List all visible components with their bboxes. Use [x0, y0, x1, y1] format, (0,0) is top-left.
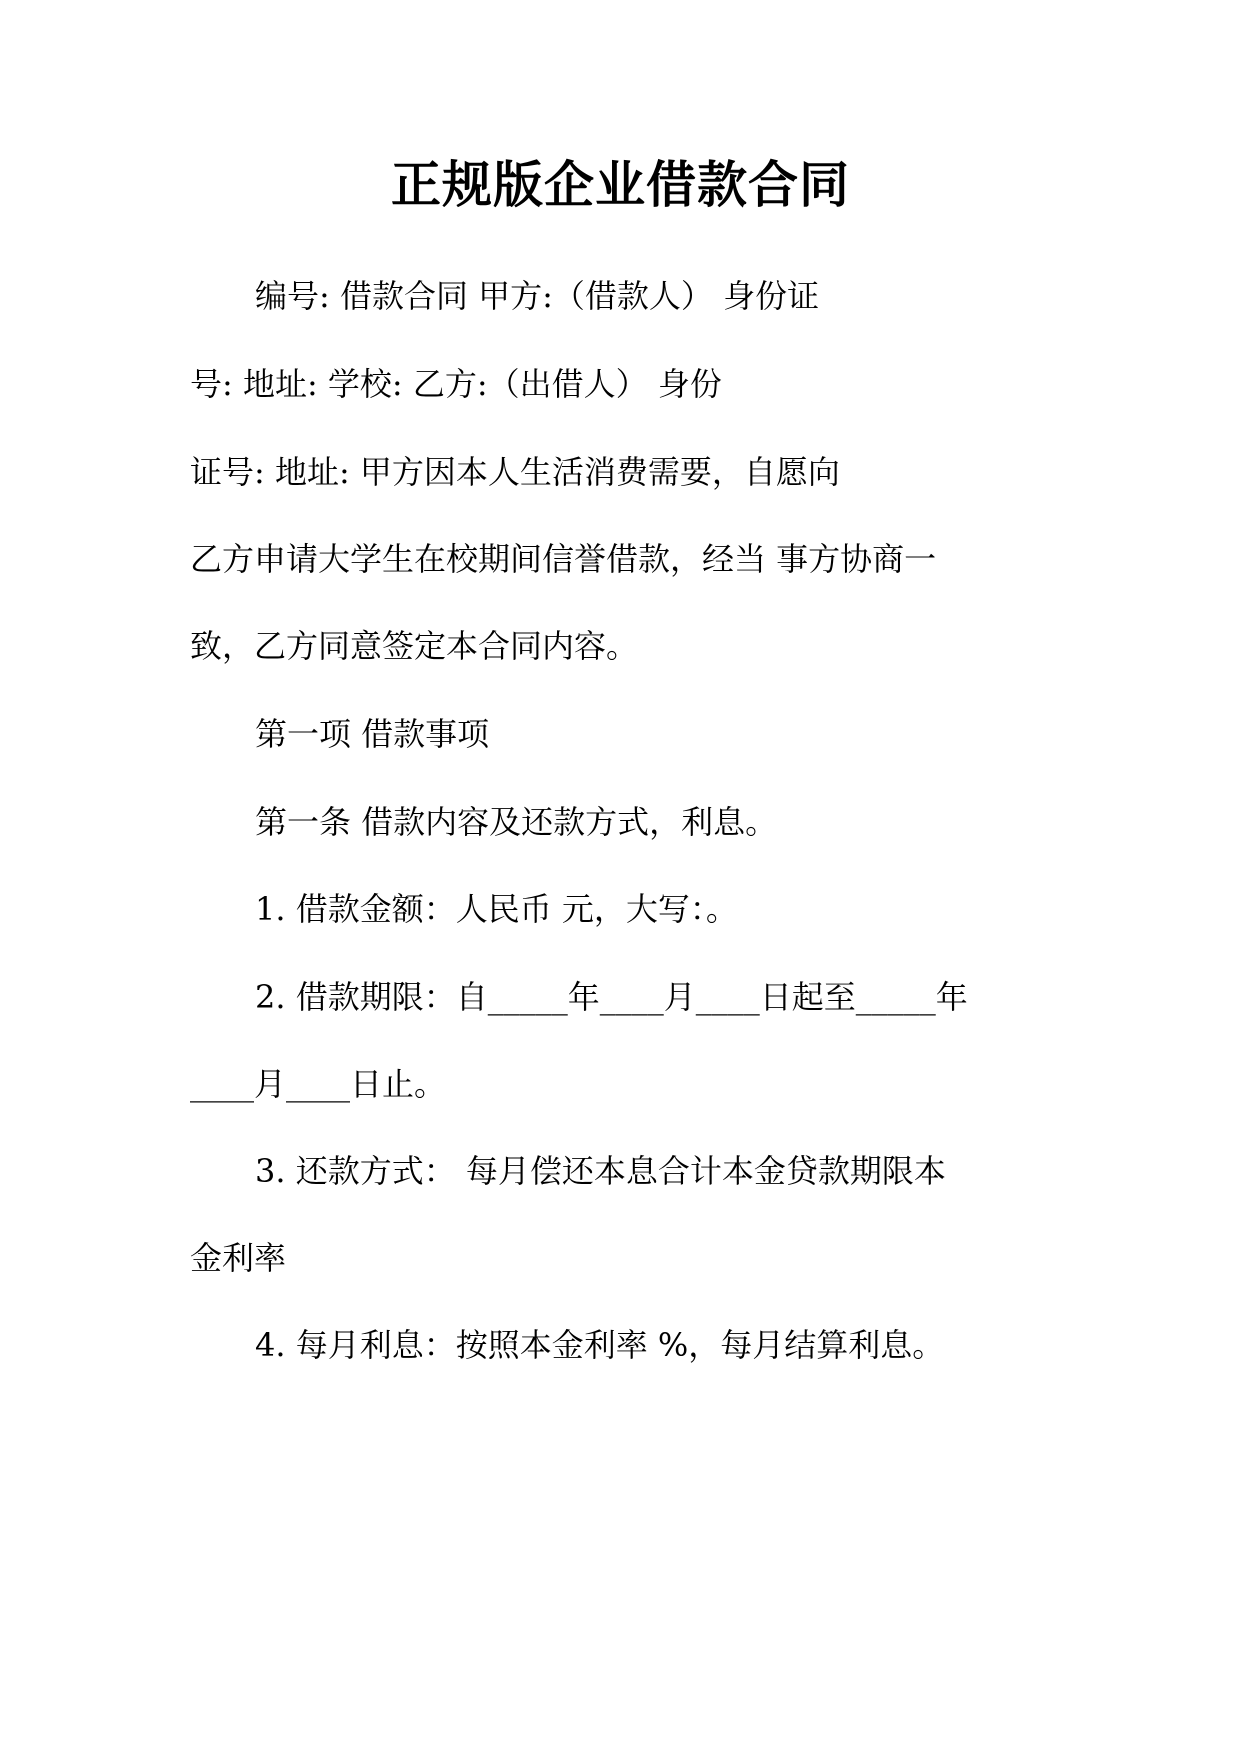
- list-item-2-continued: ____月____日止。: [190, 1065, 447, 1103]
- document-title: 正规版企业借款合同: [391, 155, 850, 214]
- list-item-1: 1. 借款金额：人民币 元，大写：。: [255, 890, 738, 928]
- section-heading: 第一项 借款事项: [255, 715, 490, 753]
- list-item-2: 2. 借款期限：自_____年____月____日起至_____年: [255, 978, 968, 1016]
- paragraph-line-2: 号: 地址: 学校: 乙方:（出借人） 身份: [190, 365, 722, 403]
- paragraph-line-4: 乙方申请大学生在校期间信誉借款，经当 事方协商一: [190, 540, 937, 578]
- list-item-3-continued: 金利率: [190, 1239, 287, 1277]
- list-item-4: 4. 每月利息：按照本金利率 %，每月结算利息。: [255, 1326, 945, 1364]
- list-item-3: 3. 还款方式： 每月偿还本息合计本金贷款期限本: [255, 1152, 946, 1190]
- paragraph-line-1: 编号: 借款合同 甲方:（借款人） 身份证: [255, 277, 820, 315]
- paragraph-line-3: 证号: 地址: 甲方因本人生活消费需要，自愿向: [190, 453, 840, 491]
- article-heading: 第一条 借款内容及还款方式，利息。: [255, 803, 778, 841]
- paragraph-line-5: 致，乙方同意签定本合同内容。: [190, 627, 639, 665]
